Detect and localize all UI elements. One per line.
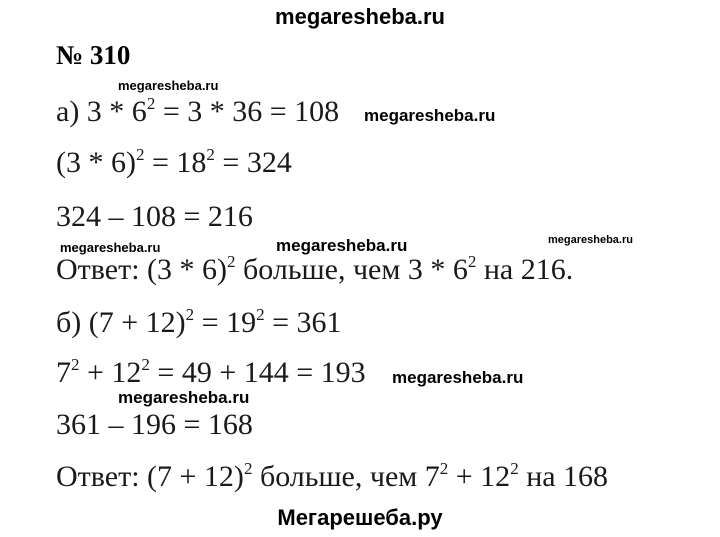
answer-text: Ответ: (3 * 6) — [56, 253, 228, 286]
watermark-medium: megaresheba.ru — [118, 388, 250, 407]
part-b-line-1 — [56, 305, 342, 339]
answer-text: больше, чем 3 * 6 — [235, 253, 468, 286]
expression-text: = 3 * 36 = 108 — [155, 95, 340, 128]
expression-text: = 19 — [194, 306, 257, 339]
part-b-answer — [56, 459, 609, 493]
expression-text: 7 — [56, 356, 71, 389]
exponent: 2 — [206, 145, 215, 164]
exponent: 2 — [71, 355, 80, 374]
expression-text: б) (7 + 12) — [56, 306, 186, 339]
problem-title: № 310 — [56, 40, 131, 70]
watermark-small: megaresheba.ru — [548, 234, 633, 246]
expression-text: (3 * 6) — [56, 146, 136, 179]
expression-text: + 12 — [79, 356, 142, 389]
expression-text: = 18 — [144, 146, 207, 179]
part-b-line-2 — [56, 355, 366, 389]
watermark-bottom: Мегарешеба.ру — [277, 505, 443, 530]
expression-text: = 49 + 144 = 193 — [149, 356, 366, 389]
answer-text: на 168 — [518, 460, 609, 493]
expression-text: 361 – 196 = 168 — [56, 408, 253, 441]
part-a-answer — [56, 252, 574, 286]
exponent: 2 — [243, 459, 253, 478]
answer-text: Ответ: (7 + 12) — [56, 460, 244, 493]
exponent: 2 — [141, 355, 150, 374]
expression-text: = 324 — [214, 146, 292, 179]
part-a-line-2 — [56, 145, 292, 179]
exponent: 2 — [146, 94, 156, 113]
exponent: 2 — [135, 145, 145, 164]
watermark-top: megaresheba.ru — [275, 4, 445, 29]
exponent: 2 — [227, 252, 236, 271]
watermark-medium: megaresheba.ru — [392, 368, 524, 387]
answer-text: + 12 — [448, 460, 511, 493]
exponent: 2 — [510, 459, 519, 478]
watermark-medium: megaresheba.ru — [364, 106, 496, 125]
exponent: 2 — [185, 305, 195, 324]
watermark-medium: megaresheba.ru — [276, 236, 408, 255]
part-b-line-3 — [56, 410, 253, 440]
answer-text: на 216. — [476, 253, 574, 286]
exponent: 2 — [439, 459, 449, 478]
watermark-small: megaresheba.ru — [60, 240, 161, 255]
exponent: 2 — [467, 252, 477, 271]
answer-text: больше, чем 7 — [252, 460, 440, 493]
part-a-line-3 — [56, 202, 253, 232]
watermark-small: megaresheba.ru — [118, 78, 219, 93]
part-a-line-1 — [56, 94, 340, 128]
expression-text: = 361 — [264, 306, 342, 339]
exponent: 2 — [256, 305, 265, 324]
expression-text: 324 – 108 = 216 — [56, 200, 253, 233]
expression-text: а) 3 * 6 — [56, 95, 147, 128]
